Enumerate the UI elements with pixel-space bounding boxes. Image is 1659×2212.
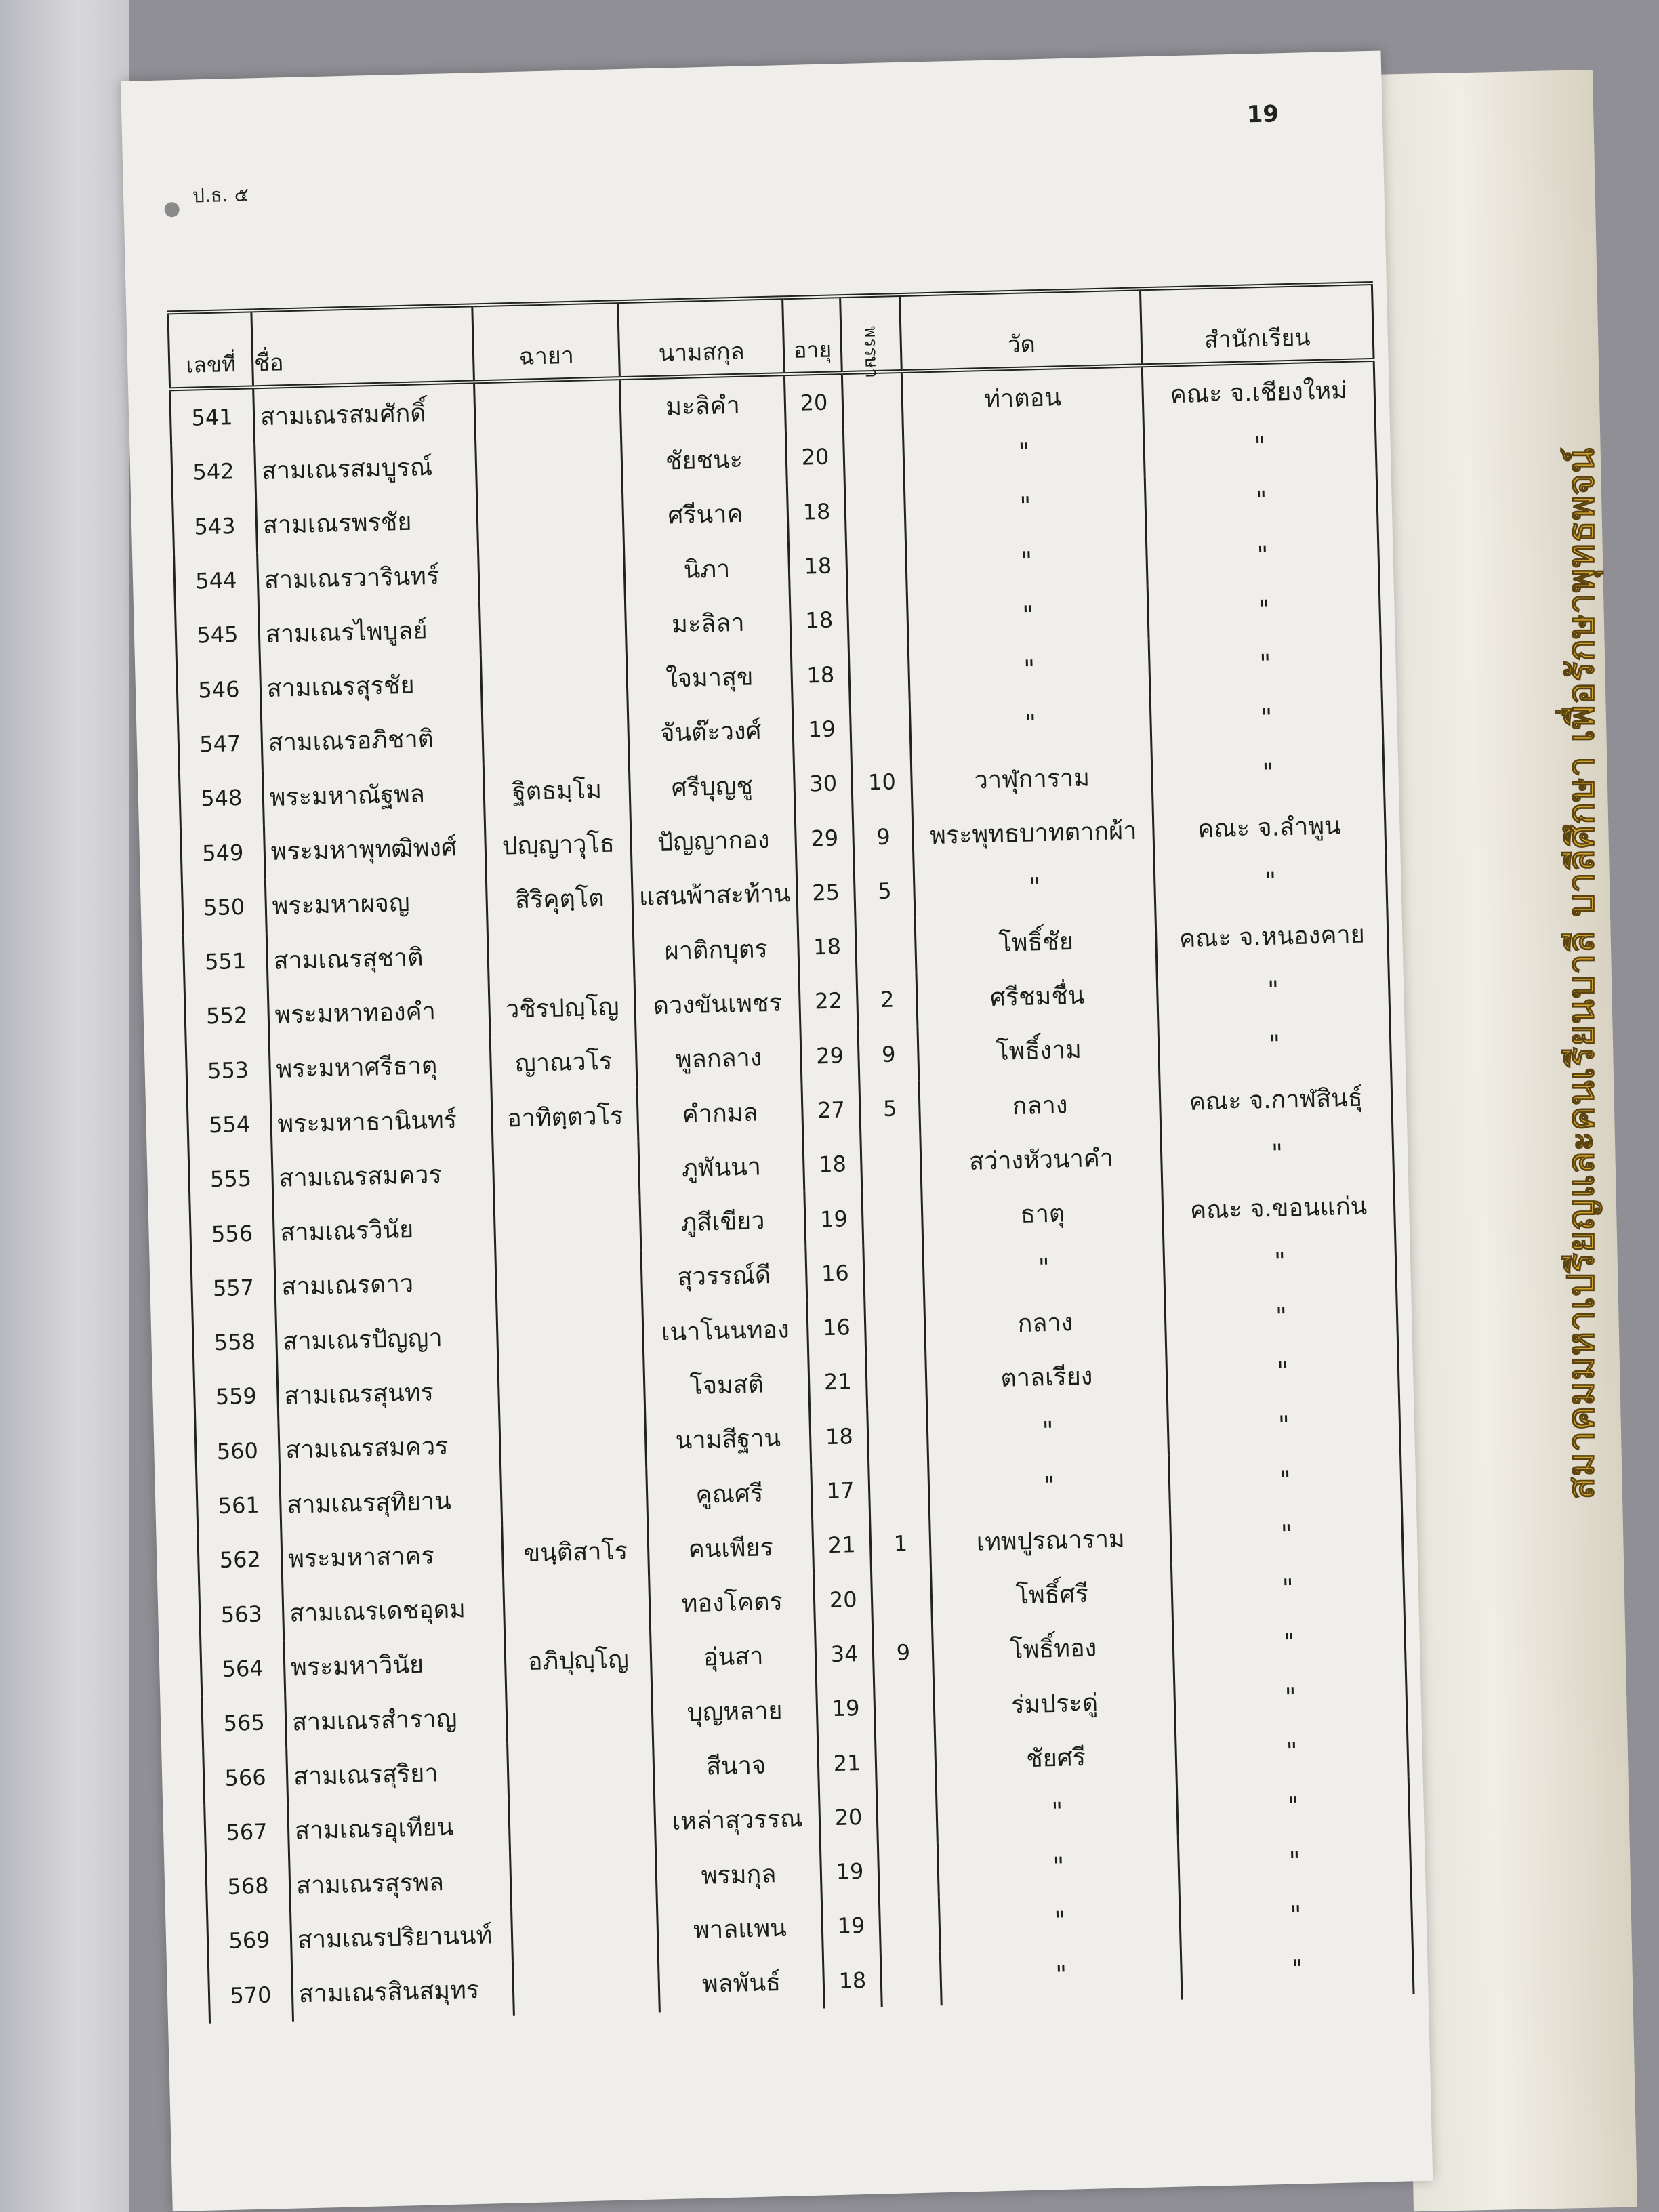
- cell-school: ": [1147, 579, 1380, 640]
- cell-age: 19: [804, 1191, 863, 1246]
- cell-no: 566: [203, 1749, 288, 1805]
- cell-age: 30: [794, 756, 853, 811]
- cell-surname: ปัญญากอง: [631, 811, 796, 869]
- cell-wat: ธาตุ: [922, 1183, 1163, 1244]
- cell-title: อาทิตฺตวโร: [491, 1088, 638, 1146]
- cell-age: 22: [799, 973, 858, 1029]
- cell-school: ": [1157, 960, 1390, 1021]
- cell-age: 29: [800, 1027, 859, 1083]
- page-number: 19: [1246, 100, 1279, 129]
- cell-name: พระมหาพุทฒิพงศ์: [264, 819, 486, 879]
- header-name: ชื่อ: [251, 305, 474, 387]
- cell-title: อภิปุญฺโญ: [505, 1631, 652, 1689]
- cell-title: [511, 1904, 658, 1962]
- cell-name: สามเณรสุรชัย: [260, 656, 482, 716]
- cell-wat: ท่าตอน: [902, 365, 1144, 428]
- cell-no: 557: [191, 1260, 276, 1316]
- cell-title: [512, 1958, 659, 2016]
- cell-title: [497, 1305, 644, 1364]
- cell-surname: นามสีฐาน: [645, 1410, 811, 1468]
- cell-school: ": [1171, 1559, 1404, 1619]
- cell-name: สามเณรพรชัย: [255, 493, 478, 552]
- cell-surname: สุวรรณ์ดี: [641, 1247, 806, 1305]
- cell-name: พระมหาทองคำ: [268, 982, 490, 1042]
- cell-title: สิริคุตฺโต: [486, 870, 633, 928]
- cell-level: 2: [857, 972, 918, 1027]
- cell-school: ": [1181, 1940, 1414, 2000]
- cell-no: 549: [180, 825, 265, 881]
- cell-level: [844, 428, 905, 483]
- cell-age: 21: [808, 1354, 867, 1410]
- cell-name: พระมหาธานินทร์: [270, 1091, 493, 1151]
- cell-age: 25: [796, 865, 855, 920]
- cell-surname: โจมสติ: [644, 1355, 809, 1414]
- header-level: [840, 295, 902, 379]
- cell-level: [861, 1135, 922, 1191]
- cell-title: [498, 1359, 645, 1418]
- cell-wat: กลาง: [924, 1292, 1166, 1353]
- cell-school: ": [1149, 634, 1382, 694]
- cell-surname: ดวงขันเพชร: [634, 975, 800, 1033]
- cell-surname: มะลิคำ: [620, 374, 786, 434]
- cell-wat: ": [914, 857, 1155, 918]
- cell-title: ญาณวโร: [490, 1033, 637, 1091]
- cell-no: 570: [209, 1967, 293, 2023]
- cell-school: ": [1179, 1885, 1412, 1946]
- cell-surname: พลพันธ์: [659, 1954, 824, 2012]
- cell-level: [881, 1951, 942, 2007]
- cell-age: 16: [807, 1300, 866, 1355]
- cell-surname: จันต๊ะวงศ์: [628, 703, 794, 761]
- cell-wat: โพธิ์ชัย: [915, 912, 1156, 972]
- cell-wat: ": [903, 422, 1145, 483]
- header-school: สำนักเรียน: [1140, 283, 1374, 365]
- cell-age: 18: [791, 647, 850, 702]
- series-label: ป.ธ. ๕: [192, 183, 249, 207]
- cell-no: 558: [192, 1314, 277, 1370]
- cell-age: 21: [813, 1517, 872, 1573]
- cell-level: [866, 1353, 927, 1408]
- cell-title: [509, 1795, 656, 1853]
- cell-age: 17: [811, 1463, 870, 1519]
- cell-wat: สว่างหัวนาคำ: [920, 1129, 1162, 1189]
- cell-title: [504, 1577, 651, 1635]
- cell-no: 544: [174, 552, 259, 609]
- cell-wat: ": [907, 585, 1149, 645]
- cell-school: ": [1146, 525, 1379, 586]
- cell-wat: กลาง: [919, 1075, 1160, 1135]
- cell-level: [874, 1679, 935, 1735]
- binding-hole: [164, 202, 180, 218]
- cell-wat: โพธิ์งาม: [918, 1021, 1159, 1081]
- cell-name: พระมหาณัฐพล: [262, 764, 485, 824]
- cell-title: ปญฺญาวุโธ: [485, 815, 632, 874]
- cell-name: สามเณรสมบูรณ์: [254, 438, 476, 498]
- cell-name: สามเณรอภิชาติ: [261, 710, 483, 770]
- cell-level: [869, 1461, 930, 1517]
- cell-title: ขนฺติสาโร: [502, 1523, 649, 1581]
- results-table: [167, 281, 1414, 2024]
- cell-no: 547: [178, 716, 262, 772]
- cell-level: 9: [858, 1026, 919, 1082]
- cell-no: 560: [195, 1423, 280, 1479]
- cell-school: ": [1164, 1232, 1397, 1292]
- cell-title: [474, 378, 621, 438]
- cell-name: สามเณรสมควร: [279, 1418, 501, 1477]
- cell-surname: ภูพันนา: [638, 1138, 804, 1196]
- cell-title: [494, 1196, 641, 1254]
- cell-age: 27: [802, 1082, 861, 1138]
- cell-level: [872, 1570, 933, 1626]
- cell-age: 18: [803, 1136, 862, 1192]
- cell-age: 18: [788, 538, 847, 594]
- cell-title: [493, 1142, 640, 1200]
- cell-age: 18: [787, 484, 846, 539]
- cell-title: [479, 598, 626, 656]
- header-wat: วัด: [900, 289, 1142, 371]
- cell-surname: สีนาจ: [653, 1736, 819, 1795]
- cell-school: ": [1161, 1124, 1394, 1184]
- cell-no: 561: [197, 1477, 281, 1534]
- cell-surname: พรมกุล: [656, 1845, 821, 1904]
- cell-surname: ทองโคตร: [649, 1573, 815, 1631]
- cell-age: 18: [810, 1408, 869, 1464]
- cell-school: ": [1166, 1341, 1399, 1401]
- cell-surname: แสนพ้าสะท้าน: [632, 866, 797, 924]
- table-body: [170, 360, 1414, 2024]
- cell-no: 563: [199, 1586, 284, 1642]
- header-age: อายุ: [782, 296, 842, 374]
- cell-age: 19: [792, 701, 851, 757]
- cell-level: [848, 591, 909, 647]
- cell-name: สามเณรเดชอุดม: [283, 1580, 505, 1640]
- cell-school: คณะ จ.หนองคาย: [1155, 906, 1389, 966]
- cell-school: ": [1170, 1504, 1404, 1565]
- cell-no: 542: [171, 444, 256, 500]
- header-level-label: พรรษา: [860, 325, 882, 379]
- cell-no: 554: [187, 1097, 272, 1153]
- cell-school: ": [1145, 470, 1378, 531]
- cell-no: 567: [205, 1803, 289, 1860]
- cell-no: 559: [194, 1368, 279, 1425]
- cell-school: ": [1143, 416, 1376, 476]
- cell-surname: พูลกลาง: [636, 1029, 801, 1087]
- cell-school: ": [1158, 1015, 1391, 1075]
- cell-title: [499, 1414, 647, 1472]
- cell-wat: ตาลเรียง: [926, 1347, 1167, 1407]
- cell-age: 19: [816, 1681, 875, 1736]
- cell-surname: ชัยชนะ: [621, 430, 787, 489]
- cell-age: 19: [821, 1898, 880, 1954]
- cell-surname: ใจมาสุข: [627, 649, 792, 707]
- cell-school: ": [1175, 1722, 1408, 1782]
- cell-level: [849, 645, 910, 701]
- header-surname: นามสกุล: [618, 298, 784, 378]
- cell-level: [865, 1298, 926, 1354]
- cell-name: พระมหาผจญ: [265, 874, 487, 933]
- cell-surname: อุ่นสา: [651, 1627, 816, 1685]
- cell-title: [487, 924, 634, 983]
- cell-level: [846, 537, 907, 592]
- cell-no: 553: [186, 1042, 270, 1099]
- cell-title: [506, 1686, 653, 1744]
- cell-level: [880, 1897, 941, 1952]
- cell-level: [876, 1734, 937, 1789]
- cell-no: 552: [184, 987, 269, 1044]
- cell-title: [480, 652, 628, 710]
- cell-wat: เทพปูรณาราม: [930, 1510, 1171, 1570]
- cell-name: สามเณรดาว: [274, 1254, 497, 1314]
- cell-name: สามเณรสุชาติ: [266, 928, 489, 987]
- cell-school: ": [1151, 743, 1385, 803]
- cell-age: 18: [798, 919, 857, 975]
- cell-wat: พระพุทธบาทตากผ้า: [913, 802, 1154, 863]
- cell-title: [478, 544, 625, 602]
- cell-surname: คำกมล: [637, 1084, 802, 1142]
- cell-school: ": [1178, 1830, 1411, 1891]
- cell-no: 546: [177, 661, 262, 718]
- cell-name: สามเณรสุนทร: [277, 1363, 499, 1422]
- cell-age: 20: [819, 1789, 878, 1845]
- cell-no: 543: [173, 498, 258, 554]
- cell-name: สามเณรสุริยา: [287, 1744, 509, 1803]
- cell-no: 551: [183, 933, 268, 989]
- cell-name: พระมหาศรีธาตุ: [269, 1037, 491, 1097]
- cell-wat: ": [938, 1837, 1179, 1897]
- cell-no: 565: [202, 1695, 287, 1751]
- cell-no: 562: [198, 1532, 283, 1588]
- cell-name: สามเณรวินัย: [273, 1200, 495, 1259]
- cell-name: สามเณรปัญญา: [276, 1309, 498, 1368]
- document-page: [121, 51, 1433, 2212]
- cell-level: [863, 1244, 924, 1299]
- cell-title: วชิรปญฺโญ: [489, 979, 636, 1037]
- cell-level: 9: [873, 1624, 934, 1680]
- cell-title: ฐิตธมฺโม: [483, 761, 630, 819]
- cell-school: คณะ จ.ขอนแก่น: [1162, 1178, 1395, 1238]
- cell-no: 550: [182, 879, 266, 935]
- cell-level: [867, 1407, 928, 1462]
- facing-page: [0, 0, 129, 2212]
- cell-surname: พาลแพน: [657, 1900, 823, 1958]
- cell-age: 20: [784, 373, 843, 430]
- cell-no: 568: [206, 1858, 291, 1914]
- cell-wat: ": [909, 640, 1150, 700]
- cell-surname: ศรีบุญชู: [630, 757, 795, 815]
- cell-name: สามเณรปริยานนท์: [290, 1907, 512, 1967]
- cell-surname: เนาโนนทอง: [642, 1301, 808, 1359]
- cell-surname: ผาติกบุตร: [633, 920, 798, 979]
- cell-no: 556: [190, 1205, 274, 1261]
- cell-surname: คนเพียร: [648, 1519, 813, 1577]
- cell-school: คณะ จ.ลำพูน: [1153, 797, 1386, 857]
- cell-wat: ชัยศรี: [935, 1727, 1176, 1788]
- header-title: ฉายา: [472, 302, 620, 382]
- cell-title: [501, 1469, 648, 1527]
- cell-title: [495, 1250, 642, 1309]
- cell-wat: ": [941, 1945, 1182, 2005]
- cell-no: 541: [170, 387, 255, 445]
- cell-no: 548: [179, 770, 264, 826]
- cell-title: [475, 434, 622, 493]
- cell-level: [845, 483, 906, 538]
- cell-level: 5: [859, 1081, 920, 1136]
- cell-wat: ": [906, 531, 1147, 591]
- cell-wat: ": [923, 1238, 1164, 1298]
- cell-name: พระมหาวินัย: [284, 1635, 506, 1695]
- cell-level: [855, 918, 916, 973]
- cell-wat: โพธิ์ทอง: [933, 1619, 1174, 1679]
- cell-no: 545: [176, 607, 260, 663]
- cell-wat: ศรีชมชื่น: [916, 966, 1158, 1026]
- cell-title: [476, 489, 623, 548]
- cell-school: ": [1169, 1450, 1402, 1510]
- cell-school: ": [1172, 1613, 1406, 1673]
- cell-age: 20: [785, 429, 844, 485]
- cell-school: ": [1154, 851, 1387, 912]
- cell-wat: ": [910, 694, 1151, 754]
- cell-name: สามเณรสมควร: [272, 1145, 494, 1205]
- cell-title: [482, 707, 629, 765]
- cell-name: สามเณรอุเทียน: [287, 1798, 510, 1858]
- cell-age: 34: [815, 1626, 874, 1681]
- cell-name: สามเณรสุทิยาน: [280, 1472, 502, 1532]
- cell-level: [878, 1842, 939, 1898]
- cell-no: 569: [207, 1912, 292, 1969]
- cell-wat: ": [905, 476, 1146, 537]
- cell-no: 555: [188, 1151, 273, 1207]
- cell-level: 9: [853, 808, 914, 864]
- cell-name: สามเณรไพบูลย์: [258, 601, 480, 661]
- cell-age: 20: [813, 1572, 872, 1627]
- cell-wat: วาฬุการาม: [912, 748, 1153, 808]
- cell-level: [862, 1189, 923, 1245]
- cell-age: 29: [795, 810, 854, 865]
- cell-level: 1: [870, 1516, 931, 1572]
- cell-wat: ร่มประดู่: [934, 1673, 1175, 1734]
- cell-school: ": [1176, 1776, 1410, 1837]
- cell-name: สามเณรสินสมุทร: [291, 1961, 514, 2021]
- cell-level: [877, 1788, 938, 1843]
- cell-wat: ": [928, 1456, 1170, 1516]
- cell-wat: ": [937, 1782, 1178, 1842]
- cell-school: ": [1165, 1287, 1398, 1347]
- cell-title: [508, 1740, 655, 1799]
- cell-school: ": [1150, 689, 1383, 749]
- cell-level: 5: [854, 863, 915, 918]
- cell-surname: มะลิลา: [626, 594, 791, 652]
- cell-school: คณะ จ.เชียงใหม่: [1142, 360, 1375, 422]
- cell-level: [851, 700, 912, 756]
- cell-wat: ": [927, 1401, 1168, 1461]
- cell-age: 18: [790, 592, 848, 648]
- cell-surname: นิภา: [624, 539, 790, 598]
- cell-name: สามเณรสุรพล: [289, 1853, 511, 1912]
- cell-school: คณะ จ.กาฬสินธุ์: [1160, 1069, 1393, 1129]
- cell-school: ": [1168, 1395, 1401, 1456]
- watermark-text: สมาคมมหาเปรียญและคนเรียนบาลี บาลีศึกษา เพื่อรักษาพุทธพจน์: [1559, 447, 1602, 1500]
- cell-no: 564: [201, 1641, 285, 1697]
- cell-name: สามเณรสมศักดิ์: [253, 382, 475, 443]
- cell-age: 18: [823, 1952, 882, 2008]
- cell-age: 21: [817, 1735, 876, 1790]
- cell-wat: โพธิ์ศรี: [931, 1564, 1172, 1624]
- cell-name: พระมหาสาคร: [281, 1526, 504, 1586]
- cell-age: 19: [820, 1843, 879, 1899]
- cell-surname: เหล่าสุวรรณ: [655, 1790, 820, 1849]
- cell-level: [842, 371, 903, 429]
- cell-wat: ": [939, 1891, 1181, 1951]
- cell-title: [510, 1849, 657, 1907]
- cell-age: 16: [806, 1245, 865, 1300]
- cell-school: ": [1174, 1667, 1407, 1727]
- cell-surname: ภูสีเขียว: [640, 1192, 805, 1250]
- cell-name: สามเณรสำราญ: [285, 1689, 508, 1749]
- cell-surname: ศรีนาค: [623, 485, 788, 544]
- cell-surname: คูณศรี: [647, 1465, 812, 1523]
- cell-surname: บุญหลาย: [652, 1682, 817, 1740]
- cell-level: 10: [851, 754, 912, 810]
- header-no: เลขที่: [168, 310, 253, 389]
- cell-name: สามเณรวารินทร์: [257, 547, 479, 607]
